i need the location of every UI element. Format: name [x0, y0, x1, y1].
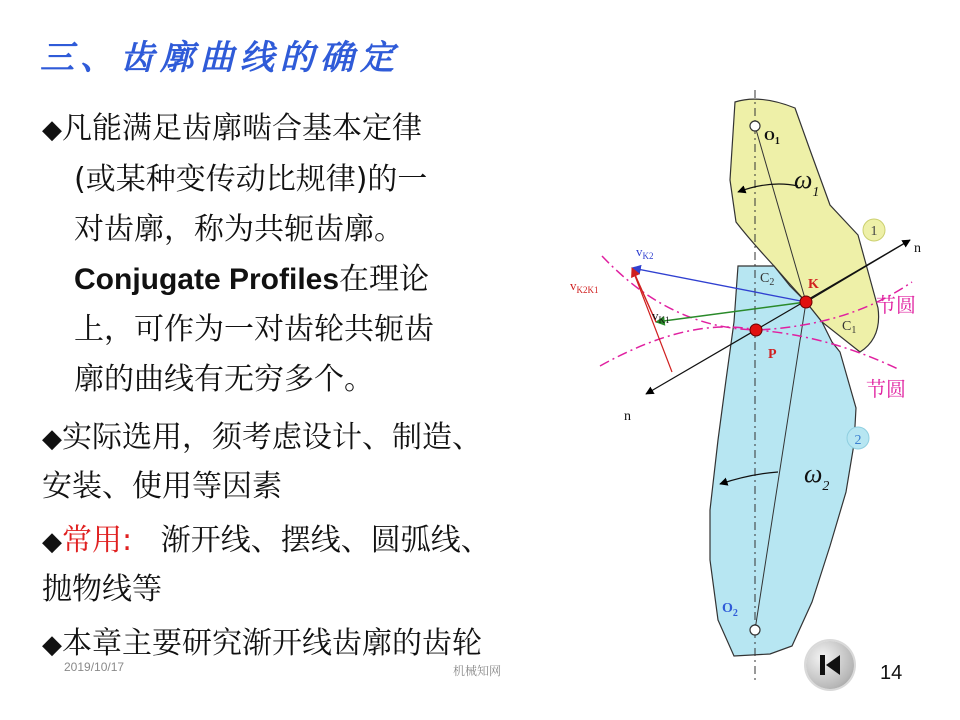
list-item-text: 实际选用，须考虑设计、制造、 [62, 420, 482, 455]
intro-line-6: 廓的曲线有无穷多个。 [74, 362, 374, 397]
gear-2-label: 2 [854, 433, 862, 448]
diamond-bullet-icon: ◆ [42, 527, 62, 557]
list-item [42, 517, 622, 566]
label-c1: $C_1$ [842, 319, 857, 336]
label-vk2k1: $v_{K2K1}$ [570, 278, 599, 295]
highlight-label: 常用: [62, 523, 133, 558]
intro-line-4: 在理论 [339, 262, 430, 297]
point-p [750, 324, 762, 336]
diamond-bullet-icon: ◆ [42, 630, 62, 660]
diamond-bullet-icon: ◆ [42, 424, 62, 454]
center-o1 [750, 121, 760, 131]
intro-paragraph [42, 104, 562, 405]
intro-line-5: 上，可作为一对齿轮共轭齿 [74, 312, 434, 347]
intro-line-1: 凡能满足齿廓啮合基本定律 [62, 111, 422, 146]
footer-date: 2019/10/17 [64, 660, 125, 674]
label-o2: $O_2$ [722, 601, 738, 619]
label-omega2: $\omega_2$ [804, 459, 830, 494]
list-item-continuation: 抛物线等 [42, 572, 162, 607]
list-item [42, 620, 622, 669]
label-pitch-circle-1: 节圆 [876, 293, 916, 317]
page-number: 14 [880, 662, 903, 684]
back-nav-button[interactable] [806, 641, 854, 689]
label-omega1: $\omega_1$ [794, 165, 820, 200]
footer-source: 机械知网 [453, 664, 502, 678]
label-o1: $O_1$ [764, 129, 780, 147]
bullet-list [42, 414, 622, 669]
conjugate-profiles-term: Conjugate Profiles [74, 263, 340, 296]
diamond-bullet-icon: ◆ [42, 115, 62, 145]
label-vk1: $v_{K1}$ [652, 308, 670, 325]
label-vk2: $v_{K2}$ [636, 244, 654, 261]
label-n-bottom: n [624, 409, 631, 424]
label-c2: $C_2$ [760, 271, 775, 288]
label-pitch-circle-2: 节圆 [866, 377, 906, 401]
slide-title: 三、齿廓曲线的确定 [40, 38, 400, 78]
list-item-continuation: 安装、使用等因素 [42, 469, 282, 504]
point-k [800, 296, 812, 308]
gear-profile-diagram [560, 90, 960, 690]
list-item-text: 渐开线、摆线、圆弧线、 [132, 523, 491, 558]
label-p: P [768, 347, 777, 362]
intro-line-3: 对齿廓，称为共轭齿廓。 [74, 212, 404, 247]
label-n-top: n [914, 241, 921, 256]
center-o2 [750, 625, 760, 635]
label-k: K [808, 277, 819, 292]
list-item [42, 414, 622, 463]
list-item-text: 本章主要研究渐开线齿廓的齿轮 [62, 626, 482, 661]
gear-1-label: 1 [870, 224, 878, 239]
skip-back-icon [806, 641, 854, 689]
intro-line-2: (或某种变传动比规律)的一 [74, 162, 428, 197]
